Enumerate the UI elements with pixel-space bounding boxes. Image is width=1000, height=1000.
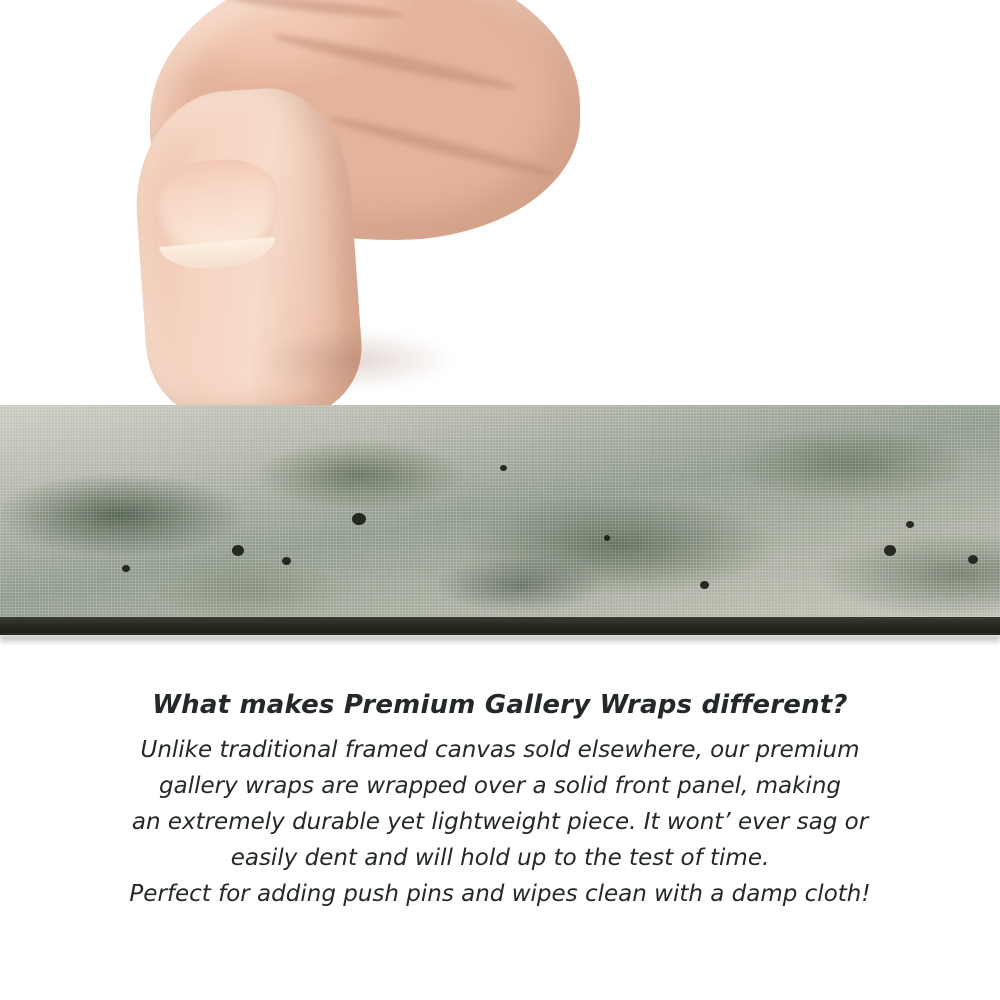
paint-speck <box>884 545 896 556</box>
canvas-front-panel-edge <box>0 617 1000 635</box>
caption-line: Unlike traditional framed canvas sold elsewhere, our premium <box>140 737 860 763</box>
hand-illustration <box>120 0 580 420</box>
paint-speck <box>232 545 244 556</box>
knuckle-crease-icon <box>225 0 405 21</box>
paint-speck <box>604 535 610 541</box>
paint-speck <box>968 555 978 564</box>
caption-line: an extremely durable yet lightweight piece. It wont’ ever sag or <box>131 809 869 835</box>
knuckle-crease-icon <box>271 29 518 95</box>
caption-line: easily dent and will hold up to the test of time. <box>230 845 770 871</box>
paint-speck <box>906 521 914 528</box>
canvas-print-surface <box>0 405 1000 617</box>
caption-heading: What makes Premium Gallery Wraps different? <box>152 690 848 720</box>
paint-speck <box>352 513 366 525</box>
paint-speck <box>500 465 507 471</box>
paint-speck <box>700 581 709 589</box>
caption-body <box>0 732 1000 912</box>
caption-line: Perfect for adding push pins and wipes clean with a damp cloth! <box>129 881 871 907</box>
canvas-drop-shadow <box>0 635 1000 645</box>
paint-speck <box>282 557 291 565</box>
paint-speck <box>122 565 130 572</box>
hand-shadow <box>255 330 455 390</box>
caption-line: gallery wraps are wrapped over a solid front panel, making <box>159 773 841 799</box>
knuckle-crease-icon <box>327 112 558 181</box>
caption-block <box>0 690 1000 912</box>
gallery-wrap-strip <box>0 405 1000 645</box>
